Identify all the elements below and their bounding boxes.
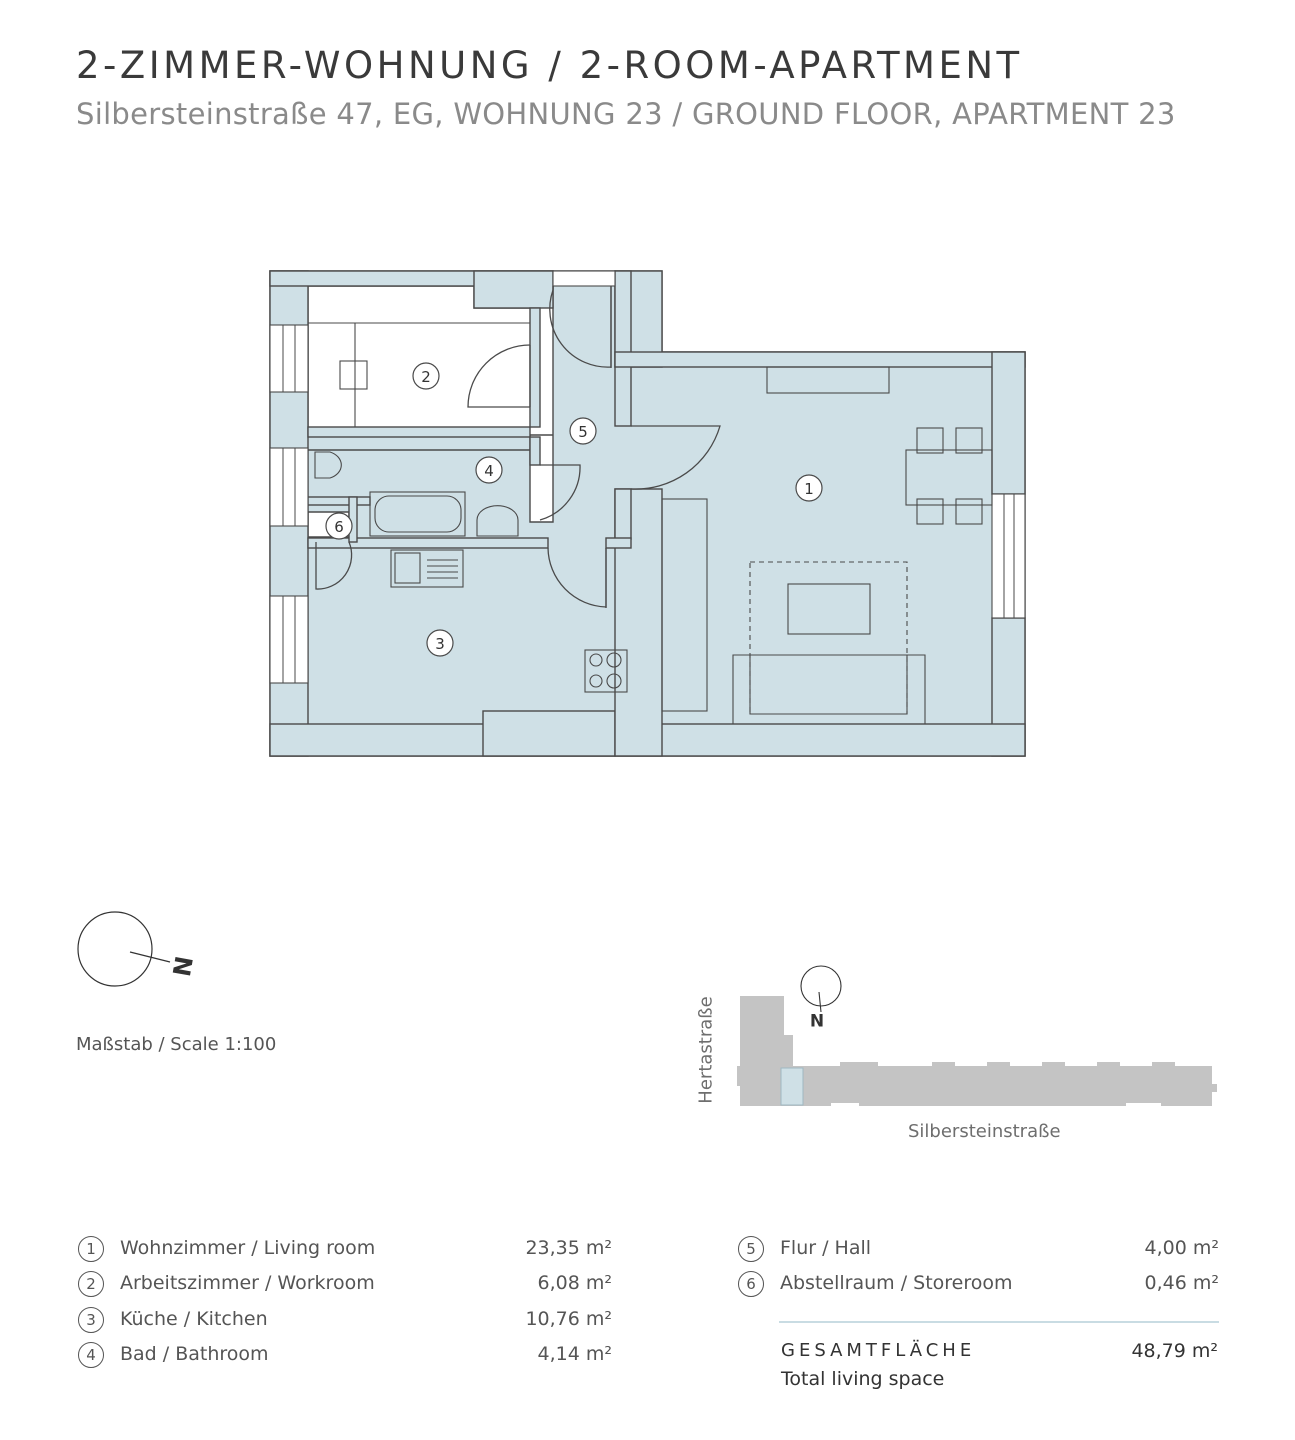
total-label: GESAMTFLÄCHE [781, 1340, 976, 1361]
workroom-chair [340, 361, 367, 389]
door-entry-gap [553, 271, 615, 286]
legend-area: 0,46 m² [1144, 1272, 1219, 1294]
site-highlight [781, 1068, 803, 1105]
legend-area: 23,35 m² [525, 1237, 612, 1259]
legend-number: 2 [78, 1271, 104, 1297]
room-marker-2: 2 [421, 368, 431, 386]
wall-bottom-kitchen [483, 711, 615, 756]
legend-label: Küche / Kitchen [120, 1308, 268, 1330]
compass-circle [78, 912, 152, 986]
legend-number: 5 [738, 1236, 764, 1262]
legend-label: Wohnzimmer / Living room [120, 1237, 376, 1259]
wall-top-right [615, 352, 1025, 367]
site-compass-circle [801, 966, 841, 1006]
room-marker-1: 1 [804, 480, 814, 498]
site-north-label: N [809, 1009, 825, 1029]
room-marker-4: 4 [484, 462, 494, 480]
window-living [992, 494, 1025, 618]
window-kitchen [270, 596, 308, 683]
wall-workroom-bath [308, 427, 530, 437]
wall-bath-kitchen [308, 538, 548, 548]
window-workroom [270, 325, 308, 392]
wall-hall-right [615, 271, 631, 426]
legend-number: 3 [78, 1307, 104, 1333]
legend-row [738, 1236, 1219, 1266]
legend-row [738, 1271, 1219, 1301]
compass-north-label: N [166, 953, 198, 979]
door-workroom [468, 345, 530, 407]
page-subtitle: Silbersteinstraße 47, EG, WOHNUNG 23 / GROUND FLOOR, APARTMENT 23 [76, 97, 1176, 131]
room-marker-5: 5 [578, 423, 588, 441]
street-label-horizontal: Silbersteinstraße [908, 1121, 1061, 1142]
room-marker-6: 6 [334, 518, 344, 536]
compass [78, 912, 198, 986]
legend-area: 4,14 m² [537, 1343, 612, 1365]
window-bath [270, 448, 308, 526]
site-compass-needle [819, 992, 821, 1012]
legend-row [78, 1271, 612, 1301]
legend-label: Abstellraum / Storeroom [780, 1272, 1013, 1294]
page-title: 2-ZIMMER-WOHNUNG / 2-ROOM-APARTMENT [76, 44, 1023, 87]
total-value: 48,79 m² [1131, 1340, 1218, 1362]
street-label-vertical: Hertastraße [695, 996, 717, 1104]
legend-label: Bad / Bathroom [120, 1343, 269, 1365]
legend-row [78, 1236, 612, 1266]
wall-top-notch [474, 271, 553, 308]
total-sublabel: Total living space [781, 1368, 945, 1390]
wall-storeroom-top [308, 497, 370, 505]
total-divider [779, 1321, 1219, 1323]
wall-hall-left [530, 308, 540, 427]
legend-area: 10,76 m² [525, 1308, 612, 1330]
legend-label: Flur / Hall [780, 1237, 872, 1259]
legend-area: 6,08 m² [537, 1272, 612, 1294]
legend-number: 4 [78, 1342, 104, 1368]
site-building [737, 996, 1217, 1106]
wall-living-left-b [615, 489, 631, 539]
legend-row [78, 1342, 612, 1372]
legend-number: 6 [738, 1271, 764, 1297]
scale-label: Maßstab / Scale 1:100 [76, 1034, 277, 1055]
legend-row [78, 1307, 612, 1337]
wall-hall-kitchen [606, 538, 631, 548]
legend-area: 4,00 m² [1144, 1237, 1219, 1259]
wall-bath-hall [530, 437, 540, 465]
room-marker-3: 3 [435, 635, 445, 653]
wall-right-upper [992, 352, 1025, 494]
legend-label: Arbeitszimmer / Workroom [120, 1272, 375, 1294]
legend-number: 1 [78, 1236, 104, 1262]
site-plan [737, 966, 1217, 1106]
